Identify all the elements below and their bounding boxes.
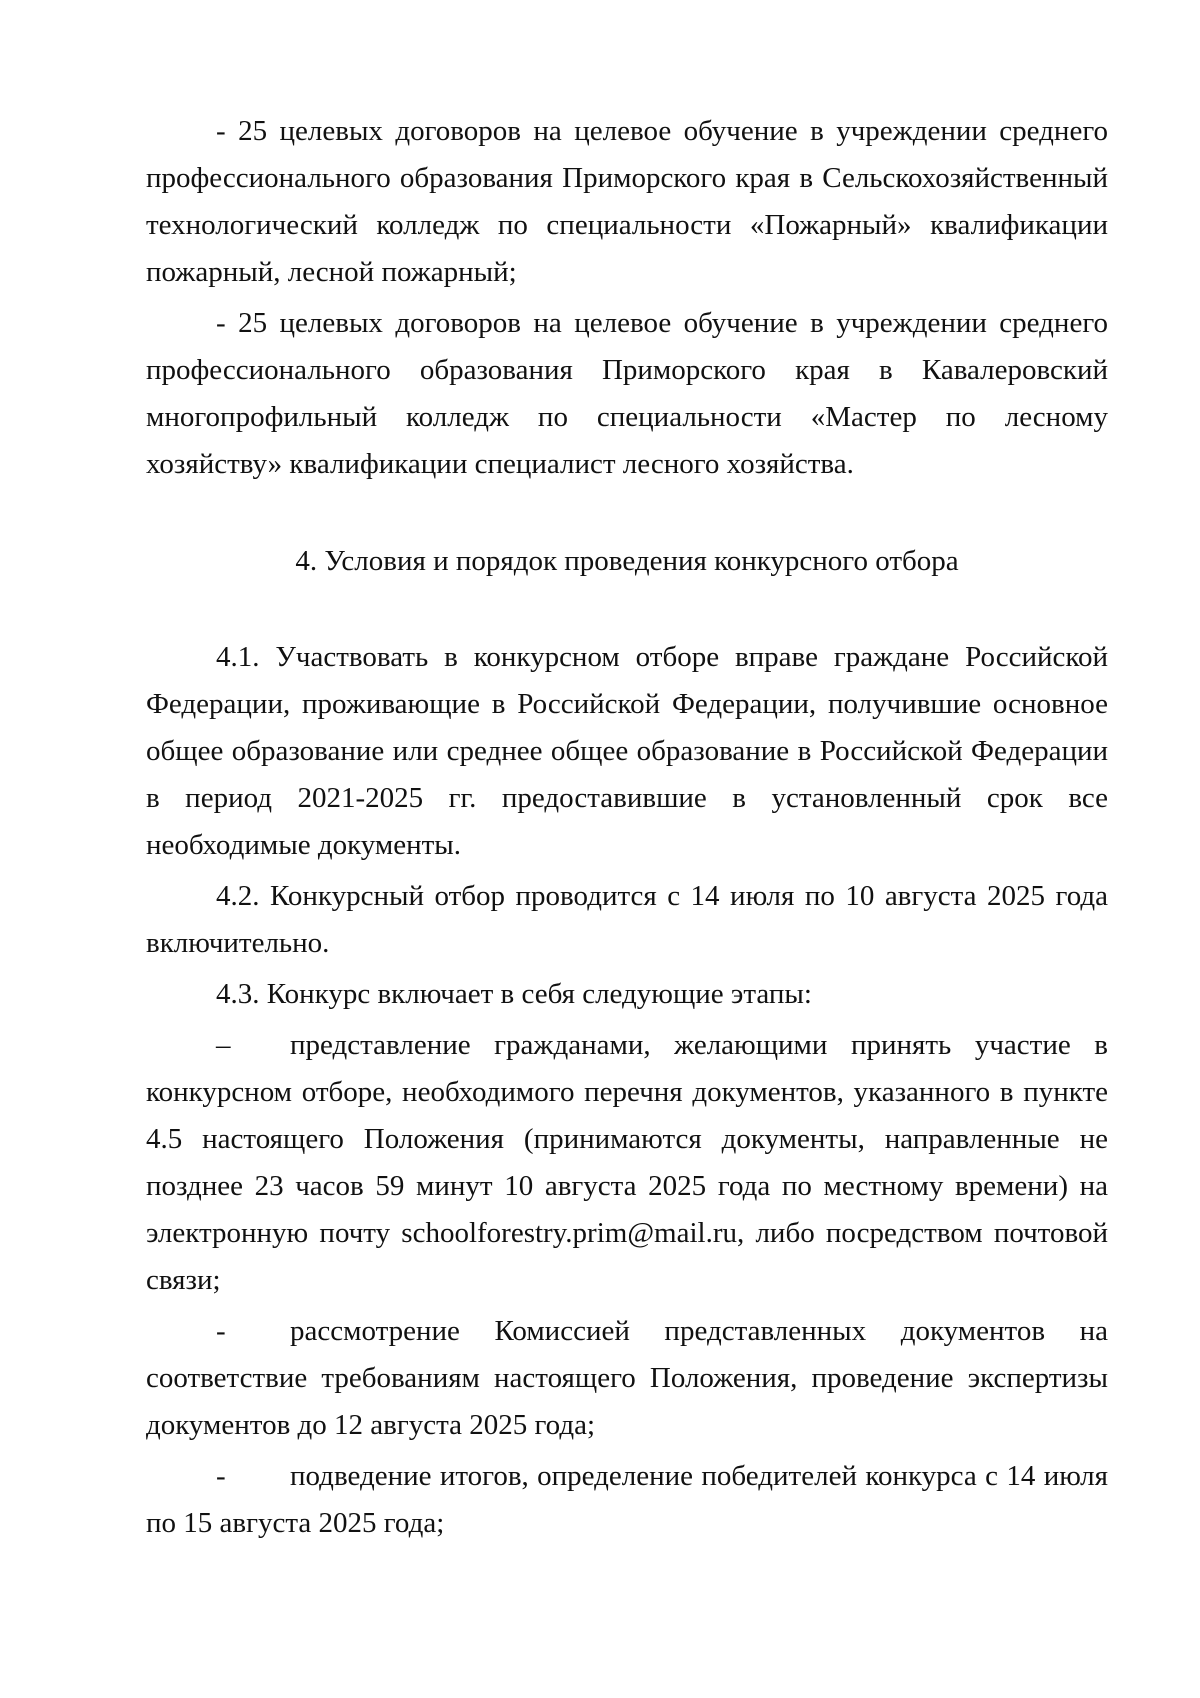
stage-text: представление гражданами, желающими принять участие в конкурсном отборе, необходимого перечня документов, указанного в пункте 4.5 настоящего Положения (принимаются документы, направленные не позднее 23 часов 59 минут 10 августа 2025 года по местному времени) на электронную почту schoolforestry.prim@mail.ru, либо посредством почтовой связи; bbox=[146, 1029, 1108, 1296]
stage-item-submission bbox=[146, 1022, 1108, 1304]
paragraph-contracts-forestry: - 25 целевых договоров на целевое обучение в учреждении среднего профессионального образования Приморского края в Кавалеровский многопрофильный колледж по специальности «Мастер по лесному хозяйству» квалификации специалист лесного хозяйства. bbox=[146, 307, 1108, 480]
stage-text: рассмотрение Комиссией представленных документов на соответствие требованиям настоящего Положения, проведение экспертизы документов до 12 августа 2025 года; bbox=[146, 1315, 1108, 1441]
stage-text: подведение итогов, определение победителей конкурса с 14 июля по 15 августа 2025 года; bbox=[146, 1460, 1108, 1539]
stage-item-results bbox=[146, 1453, 1108, 1547]
clause-4-3: 4.3. Конкурс включает в себя следующие этапы: bbox=[216, 978, 812, 1010]
list-marker: - bbox=[216, 1315, 226, 1347]
section-heading: 4. Условия и порядок проведения конкурсного отбора bbox=[295, 545, 959, 577]
list-marker: – bbox=[216, 1029, 231, 1061]
clause-4-2: 4.2. Конкурсный отбор проводится с 14 июля по 10 августа 2025 года включительно. bbox=[146, 880, 1108, 959]
clause-4-1: 4.1. Участвовать в конкурсном отборе вправе граждане Российской Федерации, проживающие в Российской Федерации, получившие основное общее образование или среднее общее образование в Российской Федерации в период 2021-2025 гг. предоставившие в установленный срок все необходимые документы. bbox=[146, 641, 1108, 861]
paragraph-contracts-fire: - 25 целевых договоров на целевое обучение в учреждении среднего профессионального образования Приморского края в Сельскохозяйственный технологический колледж по специальности «Пожарный» квалификации пожарный, лесной пожарный; bbox=[146, 115, 1108, 288]
list-marker: - bbox=[216, 1460, 226, 1492]
stage-item-review bbox=[146, 1308, 1108, 1449]
